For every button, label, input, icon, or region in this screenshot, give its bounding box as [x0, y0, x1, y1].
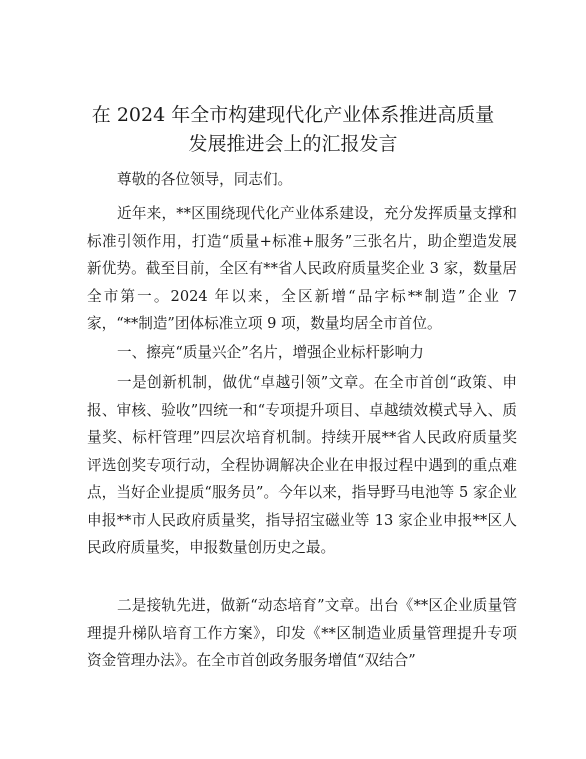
paragraph-benchmarking: 二是接轨先进，做新“动态培育”文章。出台《**区企业质量管理提升梯队培育工作方案》，印发《**区制造业质量管理提升专项资金管理办法》。在全市首创政务服务增值“双结合” — [87, 597, 517, 669]
document-title-line-2: 发展推进会上的汇报发言 — [188, 133, 398, 155]
paragraph-innovation: 一是创新机制，做优“卓越引领”文章。在全市首创“政策、申报、审核、验收”四统一和“专项提升项目、卓越绩效模式导入、质量奖、标杆管理”四层次培育机制。持续开展**省人民政府质量奖评选创奖专项行动，全程协调解决企业在申报过程中遇到的重点难点，当好企业提质“服务员”。今年以来，指导野马电池等 5 家企业申报**市人民政府质量奖，指导招宝磁业等 13 家企业申报**区人民政府质量奖，申报数量创历史之最。 — [87, 374, 517, 556]
paragraph-intro: 近年来，**区围绕现代化产业体系建设，充分发挥质量支撑和标准引领作用，打造“质量+标准+服务”三张名片，助企塑造发展新优势。截至目前，全区有**省人民政府质量奖企业 3 家，数量居全市第一。2024 年以来，全区新增“品字标**制造”企业 7 家，“**制造”团体标准立项 9 项，数量均居全市首位。 — [87, 205, 517, 332]
salutation: 尊敬的各位领导，同志们。 — [117, 171, 293, 188]
document-title-line-1: 在 2024 年全市构建现代化产业体系推进高质量 — [91, 104, 495, 126]
section-heading-1: 一、擦亮“质量兴企”名片，增强企业标杆影响力 — [117, 344, 424, 361]
